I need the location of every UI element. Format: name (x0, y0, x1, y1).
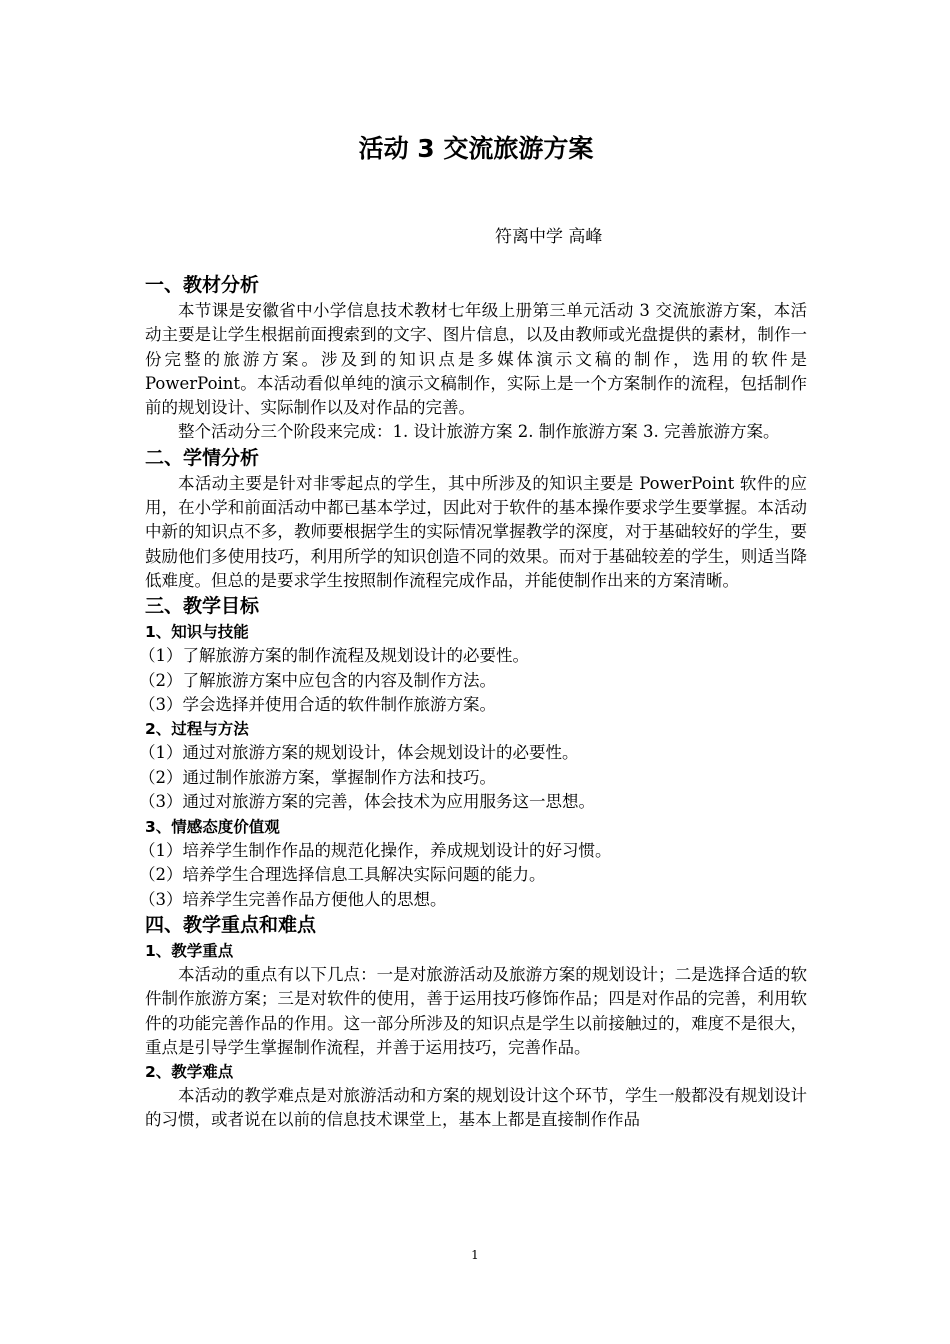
paragraph: 本活动的教学难点是对旅游活动和方案的规划设计这个环节，学生一般都没有规划设计的习惯，或者说在以前的信息技术课堂上，基本上都是直接制作作品 (145, 1086, 807, 1130)
section-heading-student-analysis: 二、学情分析 (145, 446, 260, 469)
subheading-process-methods: 2、过程与方法 (145, 720, 249, 739)
subheading-knowledge-skills: 1、知识与技能 (145, 623, 249, 642)
section-heading-textbook-analysis: 一、教材分析 (145, 274, 260, 296)
document-title: 活动 3 交流旅游方案 (358, 134, 594, 163)
paragraph: 本活动的重点有以下几点：一是对旅游活动及旅游方案的规划设计；二是选择合适的软件制作旅游方案；三是对软件的使用，善于运用技巧修饰作品；四是对作品的完善，利用软件的功能完善作品的作用。这一部分所涉及的知识点是学生以前接触过的，难度不是很大，重点是引导学生掌握制作流程，并善于运用技巧，完善作品。 (145, 964, 807, 1057)
list-item: （1）培养学生制作作品的规范化操作，养成规划设计的好习惯。 (139, 840, 612, 860)
list-item: （2）通过制作旅游方案，掌握制作方法和技巧。 (139, 767, 496, 787)
paragraph: 本节课是安徽省中小学信息技术教材七年级上册第三单元活动 3 交流旅游方案，本活动主要是让学生根据前面搜索到的文字、图片信息，以及由教师或光盘提供的素材，制作一份完整的旅游方案。涉及到的知识点是多媒体演示文稿的制作，选用的软件是 PowerPoint。本活动看似单纯的演示文稿制作，实际上是一个方案制作的流程，包括制作前的规划设计、实际制作以及对作品的完善。 (145, 301, 807, 418)
page-number: 1 (471, 1248, 479, 1262)
list-item: （3）学会选择并使用合适的软件制作旅游方案。 (139, 695, 496, 715)
author-line: 符离中学 高峰 (495, 227, 603, 247)
list-item: （2）培养学生合理选择信息工具解决实际问题的能力。 (139, 865, 546, 885)
document-body (139, 272, 807, 1133)
paragraph: 本活动主要是针对非零起点的学生，其中所涉及的知识主要是 PowerPoint 软件的应用，在小学和前面活动中都已基本学过，因此对于软件的基本操作要求学生要掌握。本活动中新的知识点不多，教师要根据学生的实际情况掌握教学的深度，对于基础较好的学生，要鼓励他们多使用技巧，利用所学的知识创造不同的效果。而对于基础较差的学生，则适当降低难度。但总的是要求学生按照制作流程完成作品，并能使制作出来的方案清晰。 (145, 473, 807, 590)
section-heading-key-difficult-points: 四、教学重点和难点 (145, 913, 317, 936)
list-item: （3）通过对旅游方案的完善，体会技术为应用服务这一思想。 (139, 792, 595, 812)
list-item: （1）了解旅游方案的制作流程及规划设计的必要性。 (139, 646, 529, 666)
subheading-key-points: 1、教学重点 (145, 941, 234, 960)
list-item: （1）通过对旅游方案的规划设计，体会规划设计的必要性。 (139, 743, 579, 763)
list-item: （2）了解旅游方案中应包含的内容及制作方法。 (139, 670, 496, 690)
section-heading-teaching-objectives: 三、教学目标 (145, 595, 260, 618)
subheading-attitudes-values: 3、情感态度价值观 (145, 817, 280, 836)
list-item: （3）培养学生完善作品方便他人的思想。 (139, 889, 447, 909)
paragraph: 整个活动分三个阶段来完成：1. 设计旅游方案 2. 制作旅游方案 3. 完善旅游方案。 (178, 422, 780, 442)
subheading-difficult-points: 2、教学难点 (145, 1063, 234, 1082)
